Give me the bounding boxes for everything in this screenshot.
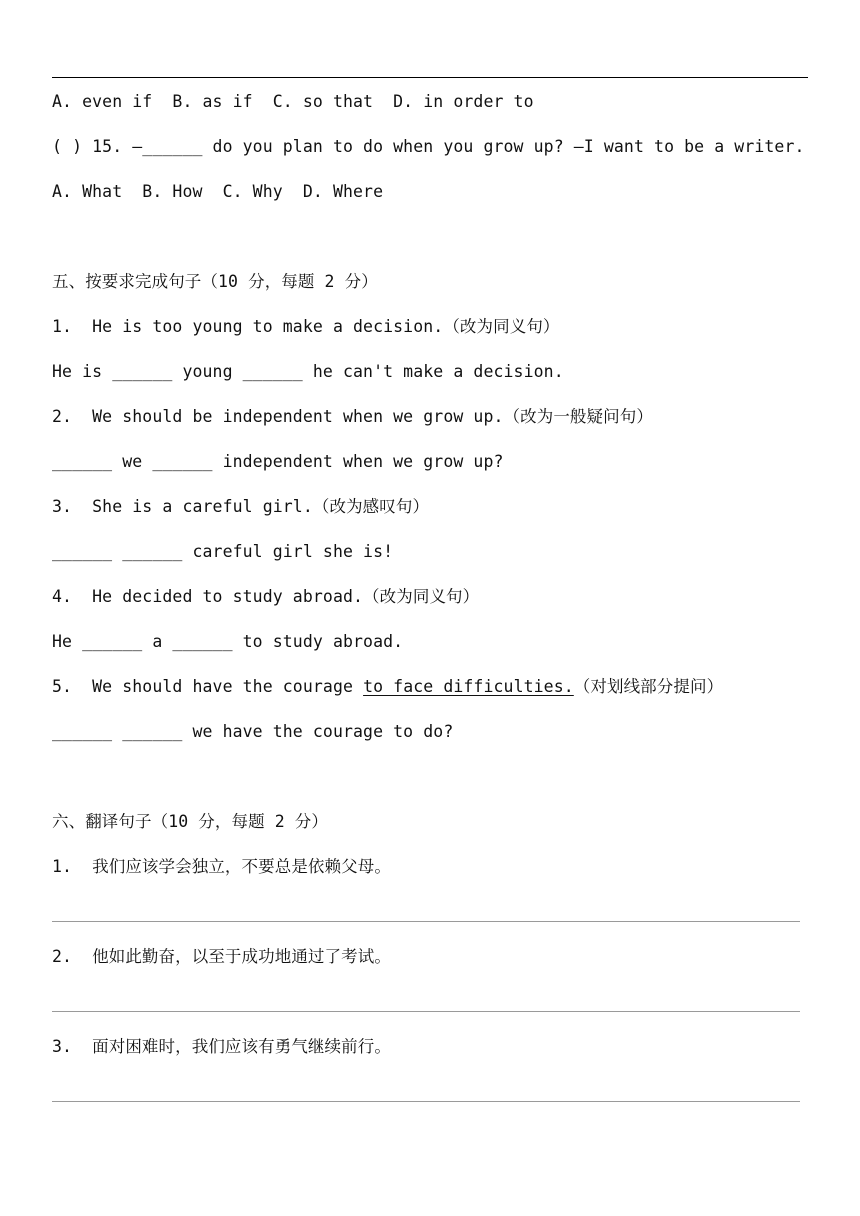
s5-q2: 2. We should be independent when we grow up.（改为一般疑问句） (52, 407, 653, 426)
q14-options: A. even if B. as if C. so that D. in order to (52, 92, 534, 111)
s5-q5-suffix: （对划线部分提问） (573, 677, 724, 696)
s5-q3: 3. She is a careful girl.（改为感叹句） (52, 497, 430, 516)
section6-title: 六、翻译句子（10 分，每题 2 分） (52, 812, 329, 831)
s5-q5-prefix: 5. We should have the courage (52, 677, 364, 696)
s6-answer-line-1 (52, 921, 800, 922)
s5-a1: He is ______ young ______ he can't make a decision. (52, 362, 564, 381)
s6-q2: 2. 他如此勤奋，以至于成功地通过了考试。 (52, 947, 391, 966)
top-rule (52, 77, 808, 78)
s5-q4: 4. He decided to study abroad.（改为同义句） (52, 587, 480, 606)
q15-question: ( ) 15. —______ do you plan to do when you grow up? —I want to be a writer. (52, 137, 805, 156)
s6-answer-line-3 (52, 1101, 800, 1102)
q15-options: A. What B. How C. Why D. Where (52, 182, 384, 201)
s5-q5 (52, 676, 723, 698)
s6-answer-line-2 (52, 1011, 800, 1012)
s5-a4: He ______ a ______ to study abroad. (52, 632, 404, 651)
s5-a3: ______ ______ careful girl she is! (52, 542, 394, 561)
s5-q5-underlined: to face difficulties. (363, 677, 574, 696)
s5-a2: ______ we ______ independent when we grow up? (52, 452, 504, 471)
s6-q3: 3. 面对困难时，我们应该有勇气继续前行。 (52, 1037, 391, 1056)
section5-title: 五、按要求完成句子（10 分，每题 2 分） (52, 272, 378, 291)
s5-q1: 1. He is too young to make a decision.（改为同义句） (52, 317, 560, 336)
s6-q1: 1. 我们应该学会独立，不要总是依赖父母。 (52, 857, 391, 876)
s5-a5: ______ ______ we have the courage to do? (52, 722, 454, 741)
